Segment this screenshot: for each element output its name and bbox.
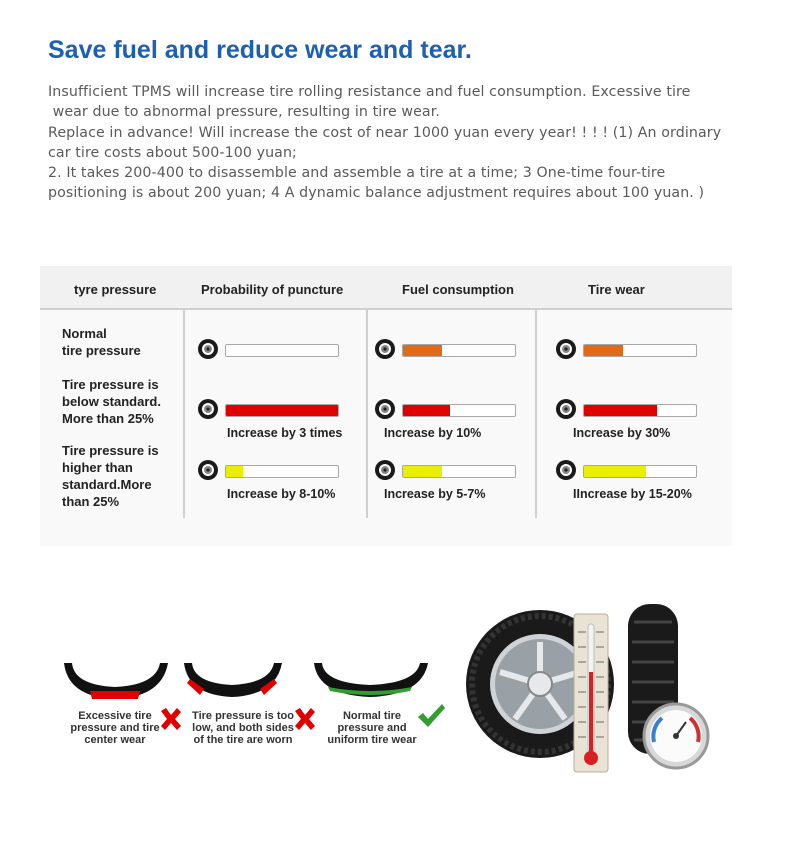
level-bar bbox=[583, 465, 697, 478]
tire-icon bbox=[197, 398, 219, 420]
level-bar bbox=[225, 404, 339, 417]
intro-line: car tire costs about 500-100 yuan; bbox=[48, 144, 297, 161]
level-bar-fill bbox=[226, 466, 243, 477]
tire-wear-profiles bbox=[60, 655, 440, 707]
increase-note: Increase by 5-7% bbox=[384, 487, 486, 501]
row-label-line: standard.More bbox=[62, 477, 152, 492]
caption-line: Tire pressure is too bbox=[192, 710, 294, 722]
header-fuel: Fuel consumption bbox=[402, 282, 514, 297]
tire-profile-over-inflated bbox=[64, 663, 168, 699]
tire-profile-normal bbox=[314, 663, 428, 697]
tire-thermometer-illustration bbox=[462, 592, 732, 782]
level-bar-fill bbox=[584, 405, 657, 416]
level-bar-fill bbox=[226, 405, 338, 416]
increase-note: IIncrease by 15-20% bbox=[573, 487, 692, 501]
row-label-line: Tire pressure is bbox=[62, 377, 159, 392]
profile-caption-3 bbox=[318, 710, 426, 746]
tire-profile-under-inflated bbox=[184, 663, 282, 697]
caption-line: pressure and tire bbox=[70, 722, 160, 734]
level-bar bbox=[402, 404, 516, 417]
caption-line: center wear bbox=[84, 734, 146, 746]
intro-line: Replace in advance! Will increase the cost of near 1000 yuan every year! ! ! ! (1) An ordinary bbox=[48, 124, 722, 141]
intro-line: 2. It takes 200-400 to disassemble and assemble a tire at a time; 3 One-time four-tire bbox=[48, 165, 666, 182]
row-label-line: More than 25% bbox=[62, 411, 154, 426]
tire-icon bbox=[555, 338, 577, 360]
row-label-line: higher than bbox=[62, 460, 133, 475]
tire-icon bbox=[374, 338, 396, 360]
level-bar bbox=[225, 465, 339, 478]
tire-icon bbox=[374, 459, 396, 481]
tire-icon bbox=[555, 459, 577, 481]
caption-line: of the tire are worn bbox=[193, 734, 293, 746]
intro-line: positioning is about 200 yuan; 4 A dynamic balance adjustment requires about 100 yuan. ) bbox=[48, 185, 705, 202]
pressure-gauge-image bbox=[644, 704, 708, 768]
caption-line: low, and both sides bbox=[192, 722, 294, 734]
level-bar bbox=[225, 344, 339, 357]
column-divider bbox=[535, 308, 537, 518]
cross-icon bbox=[292, 706, 318, 732]
level-bar bbox=[583, 344, 697, 357]
check-icon bbox=[416, 702, 446, 730]
level-bar-fill bbox=[584, 466, 646, 477]
column-divider bbox=[183, 308, 185, 518]
pressure-comparison-table bbox=[40, 266, 732, 546]
intro-line: Insufficient TPMS will increase tire rolling resistance and fuel consumption. Excessive tire bbox=[48, 84, 691, 100]
increase-note: Increase by 10% bbox=[384, 426, 482, 440]
row-label-line: below standard. bbox=[62, 394, 161, 409]
row-label-line: Tire pressure is bbox=[62, 443, 159, 458]
level-bar-fill bbox=[403, 466, 442, 477]
tire-icon bbox=[197, 459, 219, 481]
row-label-line: tire pressure bbox=[62, 343, 141, 358]
tire-icon bbox=[555, 398, 577, 420]
header-puncture: Probability of puncture bbox=[201, 282, 344, 297]
level-bar bbox=[402, 344, 516, 357]
thermometer-image bbox=[574, 614, 608, 772]
profile-caption-1 bbox=[60, 710, 170, 746]
table-header bbox=[40, 266, 732, 310]
level-bar-fill bbox=[403, 345, 442, 356]
level-bar bbox=[583, 404, 697, 417]
page-title: Save fuel and reduce wear and tear. bbox=[48, 36, 472, 64]
caption-line: pressure and bbox=[337, 722, 407, 734]
header-wear: Tire wear bbox=[588, 282, 645, 297]
row-label-line: than 25% bbox=[62, 494, 120, 509]
header-tyre-pressure: tyre pressure bbox=[74, 282, 157, 297]
level-bar-fill bbox=[403, 405, 450, 416]
increase-note: Increase by 8-10% bbox=[227, 487, 336, 501]
increase-note: Increase by 30% bbox=[573, 426, 671, 440]
caption-line: uniform tire wear bbox=[327, 734, 417, 746]
row-label-low bbox=[62, 376, 161, 427]
intro-text bbox=[48, 82, 768, 204]
level-bar bbox=[402, 465, 516, 478]
cross-icon bbox=[158, 706, 184, 732]
caption-line: Normal tire bbox=[342, 710, 402, 722]
increase-note: Increase by 3 times bbox=[227, 426, 343, 440]
row-label-line: Normal bbox=[62, 326, 107, 341]
level-bar-fill bbox=[584, 345, 623, 356]
intro-line: wear due to abnormal pressure, resulting in tire wear. bbox=[48, 104, 440, 121]
row-label-normal bbox=[62, 325, 141, 359]
row-label-high bbox=[62, 442, 159, 510]
column-divider bbox=[366, 308, 368, 518]
profile-caption-2 bbox=[184, 710, 302, 746]
tire-icon bbox=[374, 398, 396, 420]
tire-icon bbox=[197, 338, 219, 360]
caption-line: Excessive tire bbox=[78, 710, 152, 722]
